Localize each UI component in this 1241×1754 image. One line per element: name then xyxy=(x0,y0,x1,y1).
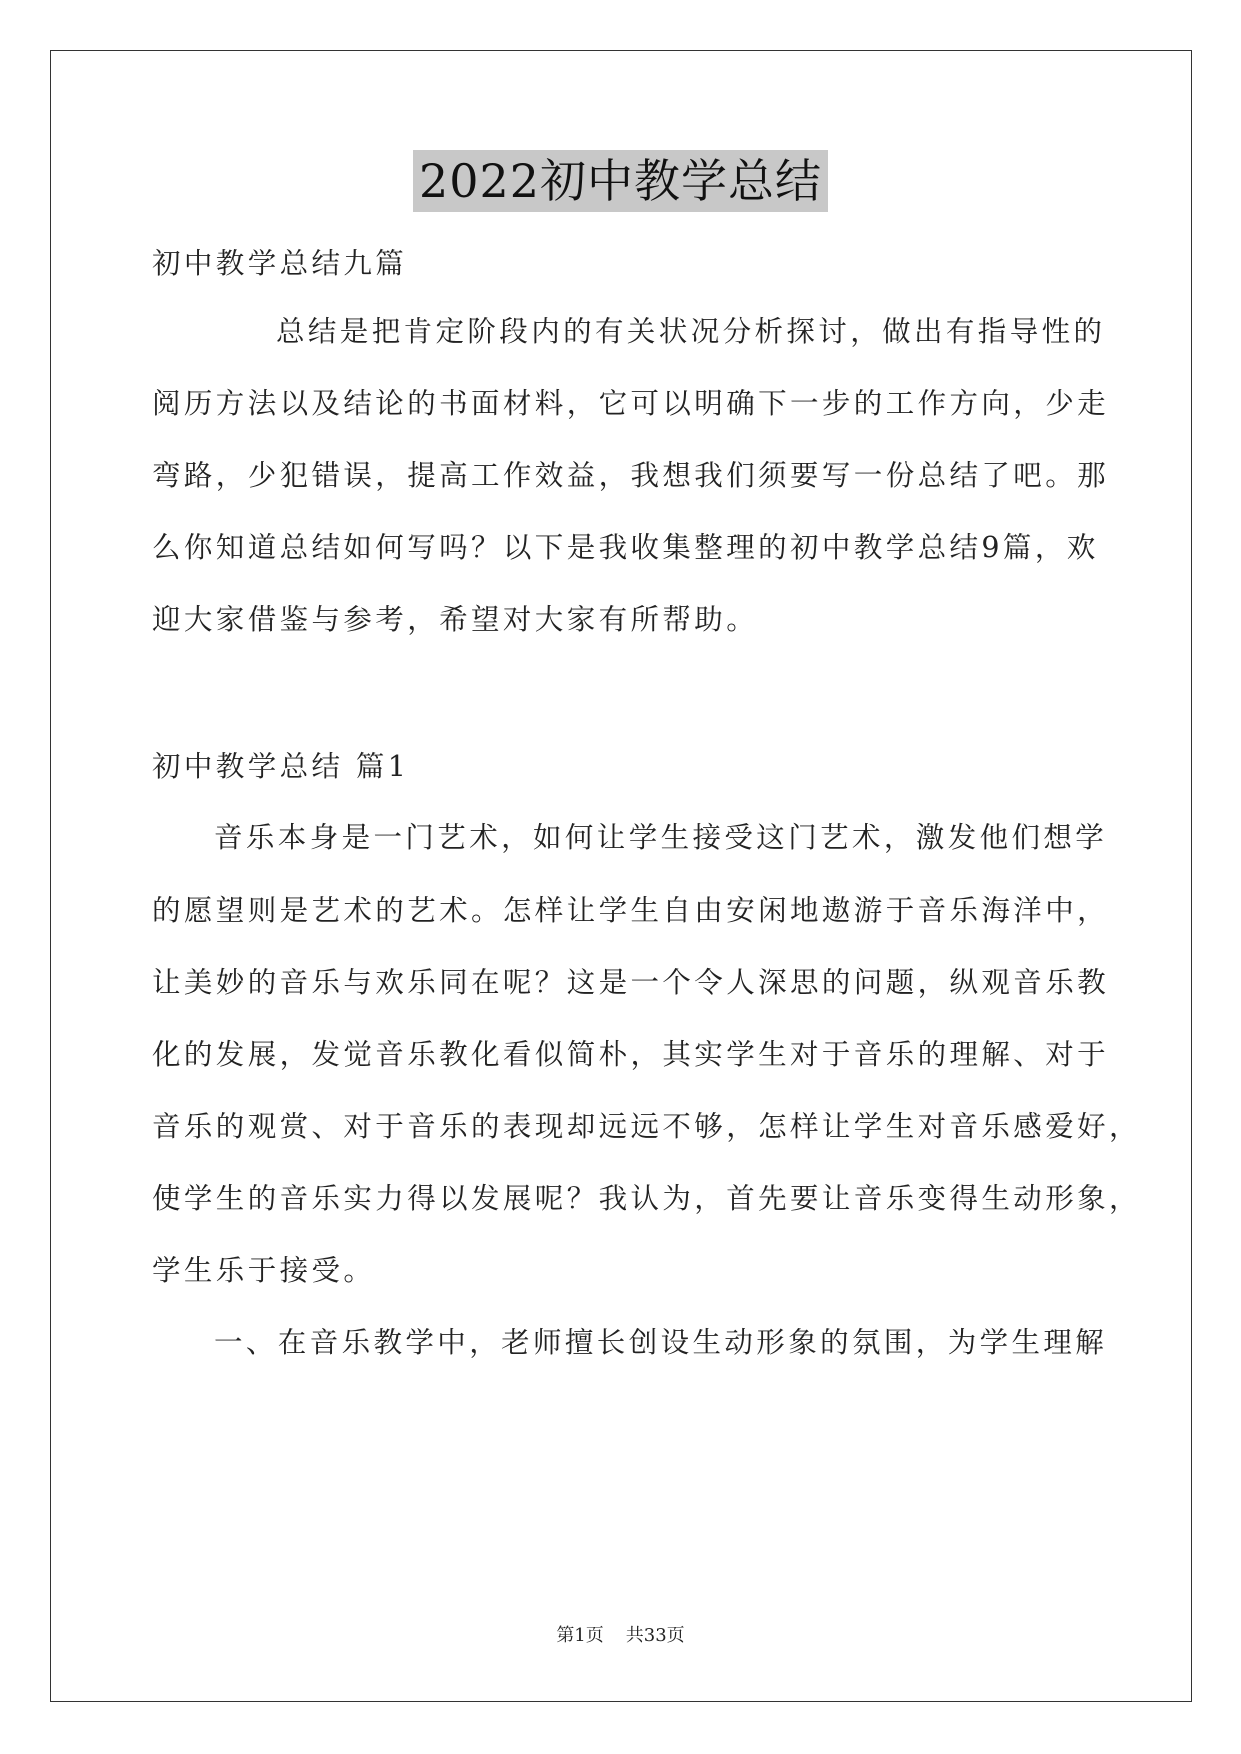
section-heading: 初中教学总结 篇1 xyxy=(152,750,410,783)
section-line: 的愿望则是艺术的艺术。怎样让学生自由安闲地遨游于音乐海洋中， xyxy=(152,894,1110,927)
page-footer xyxy=(0,1624,1241,1648)
section-line: 音乐本身是一门艺术，如何让学生接受这门艺术，激发他们想学 xyxy=(214,821,1108,854)
page-number: 第1页 xyxy=(556,1625,604,1646)
intro-line: 阅历方法以及结论的书面材料，它可以明确下一步的工作方向，少走 xyxy=(152,387,1110,420)
section-line: 音乐的观赏、对于音乐的表现却远远不够，怎样让学生对音乐感爱好， xyxy=(152,1110,1141,1143)
intro-line: 总结是把肯定阶段内的有关状况分析探讨，做出有指导性的 xyxy=(276,315,1106,348)
document-title: 2022初中教学总结 xyxy=(413,150,828,212)
section-line: 化的发展，发觉音乐教化看似简朴，其实学生对于音乐的理解、对于 xyxy=(152,1038,1110,1071)
document-subtitle: 初中教学总结九篇 xyxy=(152,247,408,280)
section-line: 使学生的音乐实力得以发展呢？我认为，首先要让音乐变得生动形象， xyxy=(152,1182,1141,1215)
section-line: 学生乐于接受。 xyxy=(152,1254,376,1287)
section-line: 让美妙的音乐与欢乐同在呢？这是一个令人深思的问题，纵观音乐教 xyxy=(152,966,1110,999)
point-line: 一、在音乐教学中，老师擅长创设生动形象的氛围，为学生理解 xyxy=(214,1326,1108,1359)
page-total: 共33页 xyxy=(625,1625,685,1646)
title-area xyxy=(0,150,1241,212)
intro-line: 迎大家借鉴与参考，希望对大家有所帮助。 xyxy=(152,603,759,636)
page-border xyxy=(50,50,1192,1702)
intro-line: 么你知道总结如何写吗？以下是我收集整理的初中教学总结9篇，欢 xyxy=(152,531,1099,564)
intro-line: 弯路，少犯错误，提高工作效益，我想我们须要写一份总结了吧。那 xyxy=(152,459,1110,492)
